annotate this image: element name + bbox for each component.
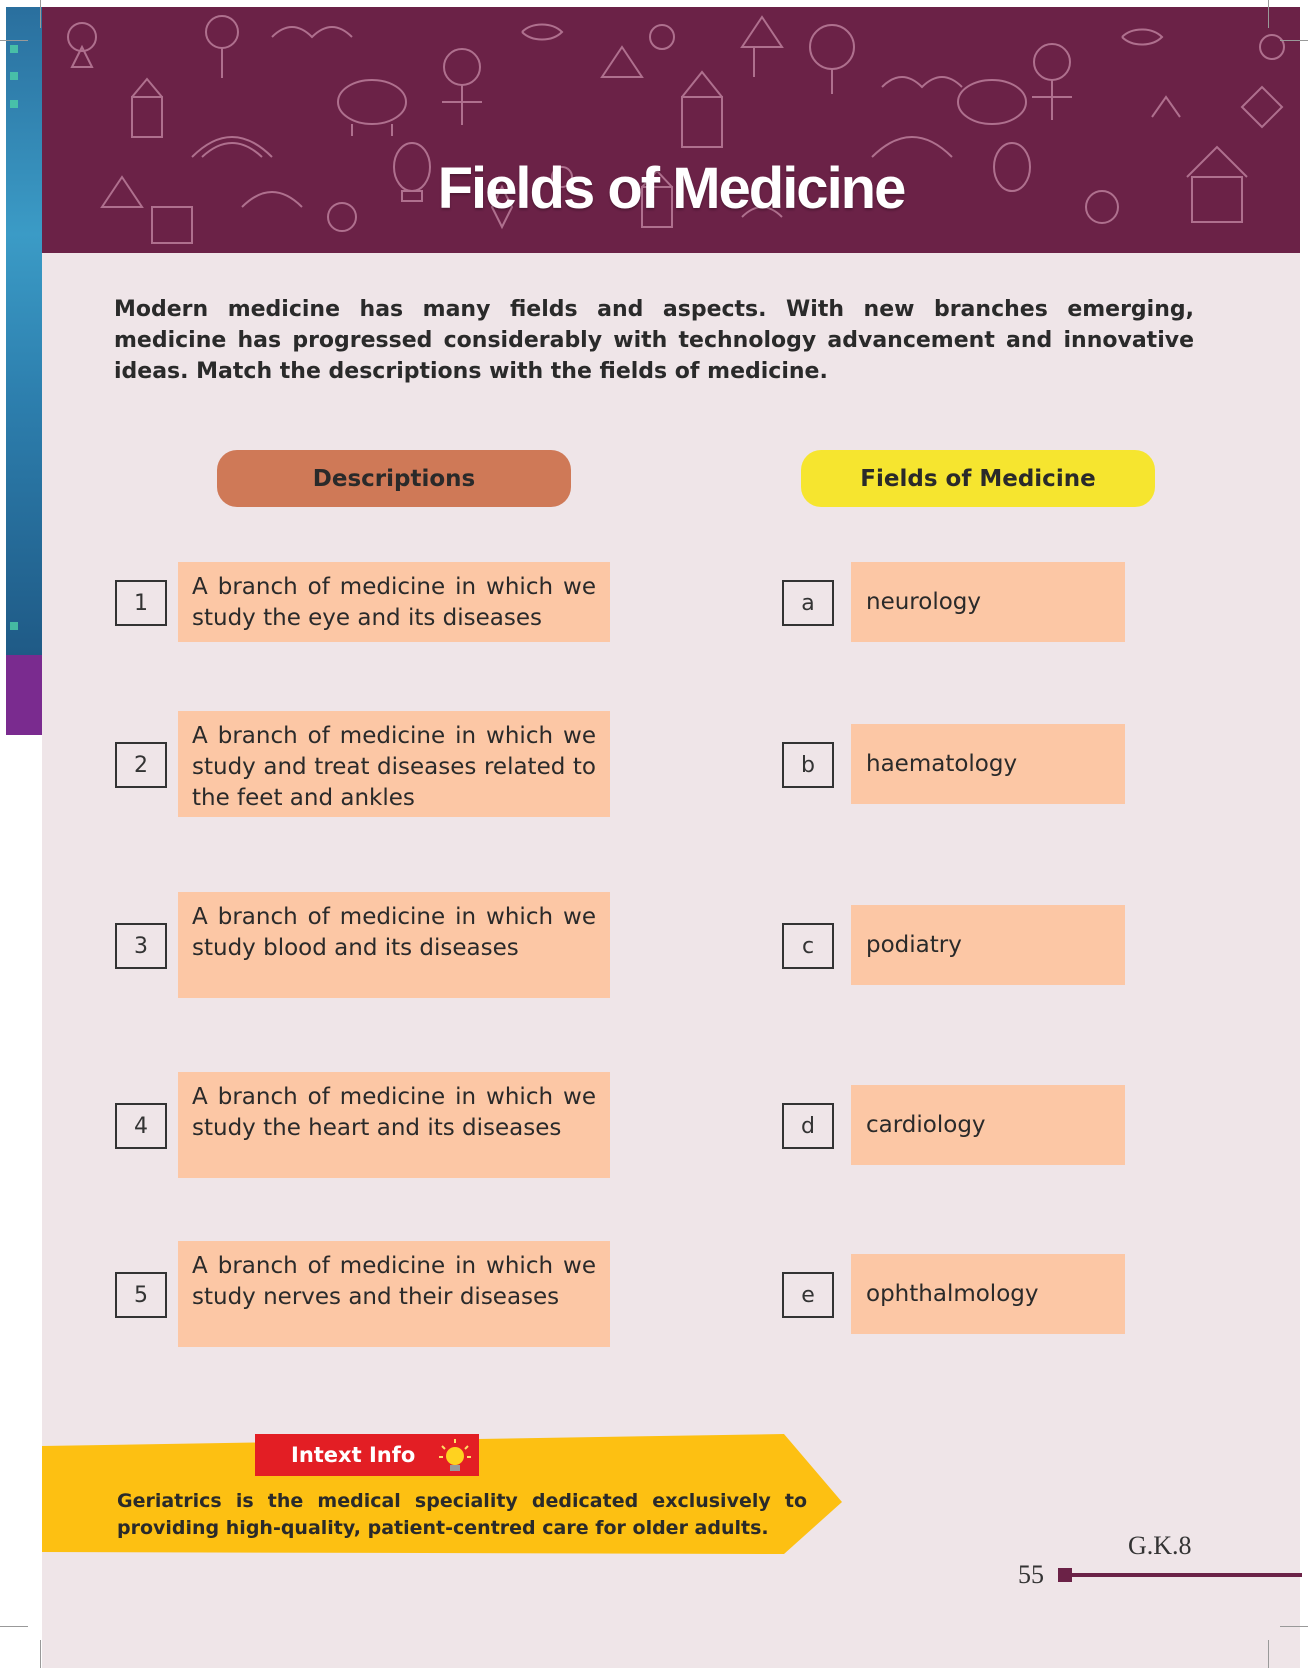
side-dot xyxy=(10,72,18,80)
field-letter: b xyxy=(782,742,834,788)
description-number: 2 xyxy=(115,742,167,788)
field-item: podiatry xyxy=(851,905,1125,985)
field-letter: a xyxy=(782,580,834,626)
header-banner xyxy=(42,7,1300,253)
description-item: A branch of medicine in which we study blood and its diseases xyxy=(178,892,610,998)
fields-heading: Fields of Medicine xyxy=(801,450,1155,507)
field-item: ophthalmology xyxy=(851,1254,1125,1334)
side-dot xyxy=(10,622,18,630)
field-item: haematology xyxy=(851,724,1125,804)
descriptions-heading: Descriptions xyxy=(217,450,571,507)
description-number: 5 xyxy=(115,1272,167,1318)
page-number: 55 xyxy=(1018,1560,1044,1589)
crop-mark xyxy=(1268,0,1269,28)
side-dot xyxy=(10,100,18,108)
crop-mark xyxy=(0,40,28,41)
intext-info-text: Geriatrics is the medical speciality dedicated exclusively to providing high-quality, patient-centred care for older adults. xyxy=(117,1490,807,1539)
field-letter: d xyxy=(782,1103,834,1149)
crop-mark xyxy=(40,0,41,28)
field-letter: c xyxy=(782,923,834,969)
description-number: 3 xyxy=(115,923,167,969)
field-letter: e xyxy=(782,1272,834,1318)
intext-info-label: Intext Info xyxy=(255,1434,479,1476)
description-item: A branch of medicine in which we study the heart and its diseases xyxy=(178,1072,610,1178)
intro-paragraph: Modern medicine has many fields and aspects. With new branches emerging, medicine has progressed considerably with technology advancement and innovative ideas. Match the descriptions with the fields of medicine. xyxy=(114,297,1194,384)
crop-mark xyxy=(1280,40,1308,41)
description-item: A branch of medicine in which we study the eye and its diseases xyxy=(178,562,610,642)
page-title: Fields of Medicine xyxy=(437,156,905,221)
description-number: 1 xyxy=(115,580,167,626)
crop-mark xyxy=(1280,1626,1308,1627)
crop-mark xyxy=(40,1640,41,1668)
page-background xyxy=(42,7,1300,1668)
description-item: A branch of medicine in which we study and treat diseases related to the feet and ankles xyxy=(178,711,610,817)
description-number: 4 xyxy=(115,1103,167,1149)
field-item: cardiology xyxy=(851,1085,1125,1165)
lightbulb-icon xyxy=(438,1438,472,1474)
side-dot xyxy=(10,45,18,53)
description-item: A branch of medicine in which we study nerves and their diseases xyxy=(178,1241,610,1347)
field-item: neurology xyxy=(851,562,1125,642)
book-label: G.K.8 xyxy=(1128,1531,1192,1560)
side-strip-accent xyxy=(6,655,42,735)
crop-mark xyxy=(0,1626,28,1627)
crop-mark xyxy=(1268,1640,1269,1668)
footer-rule xyxy=(1070,1573,1302,1577)
